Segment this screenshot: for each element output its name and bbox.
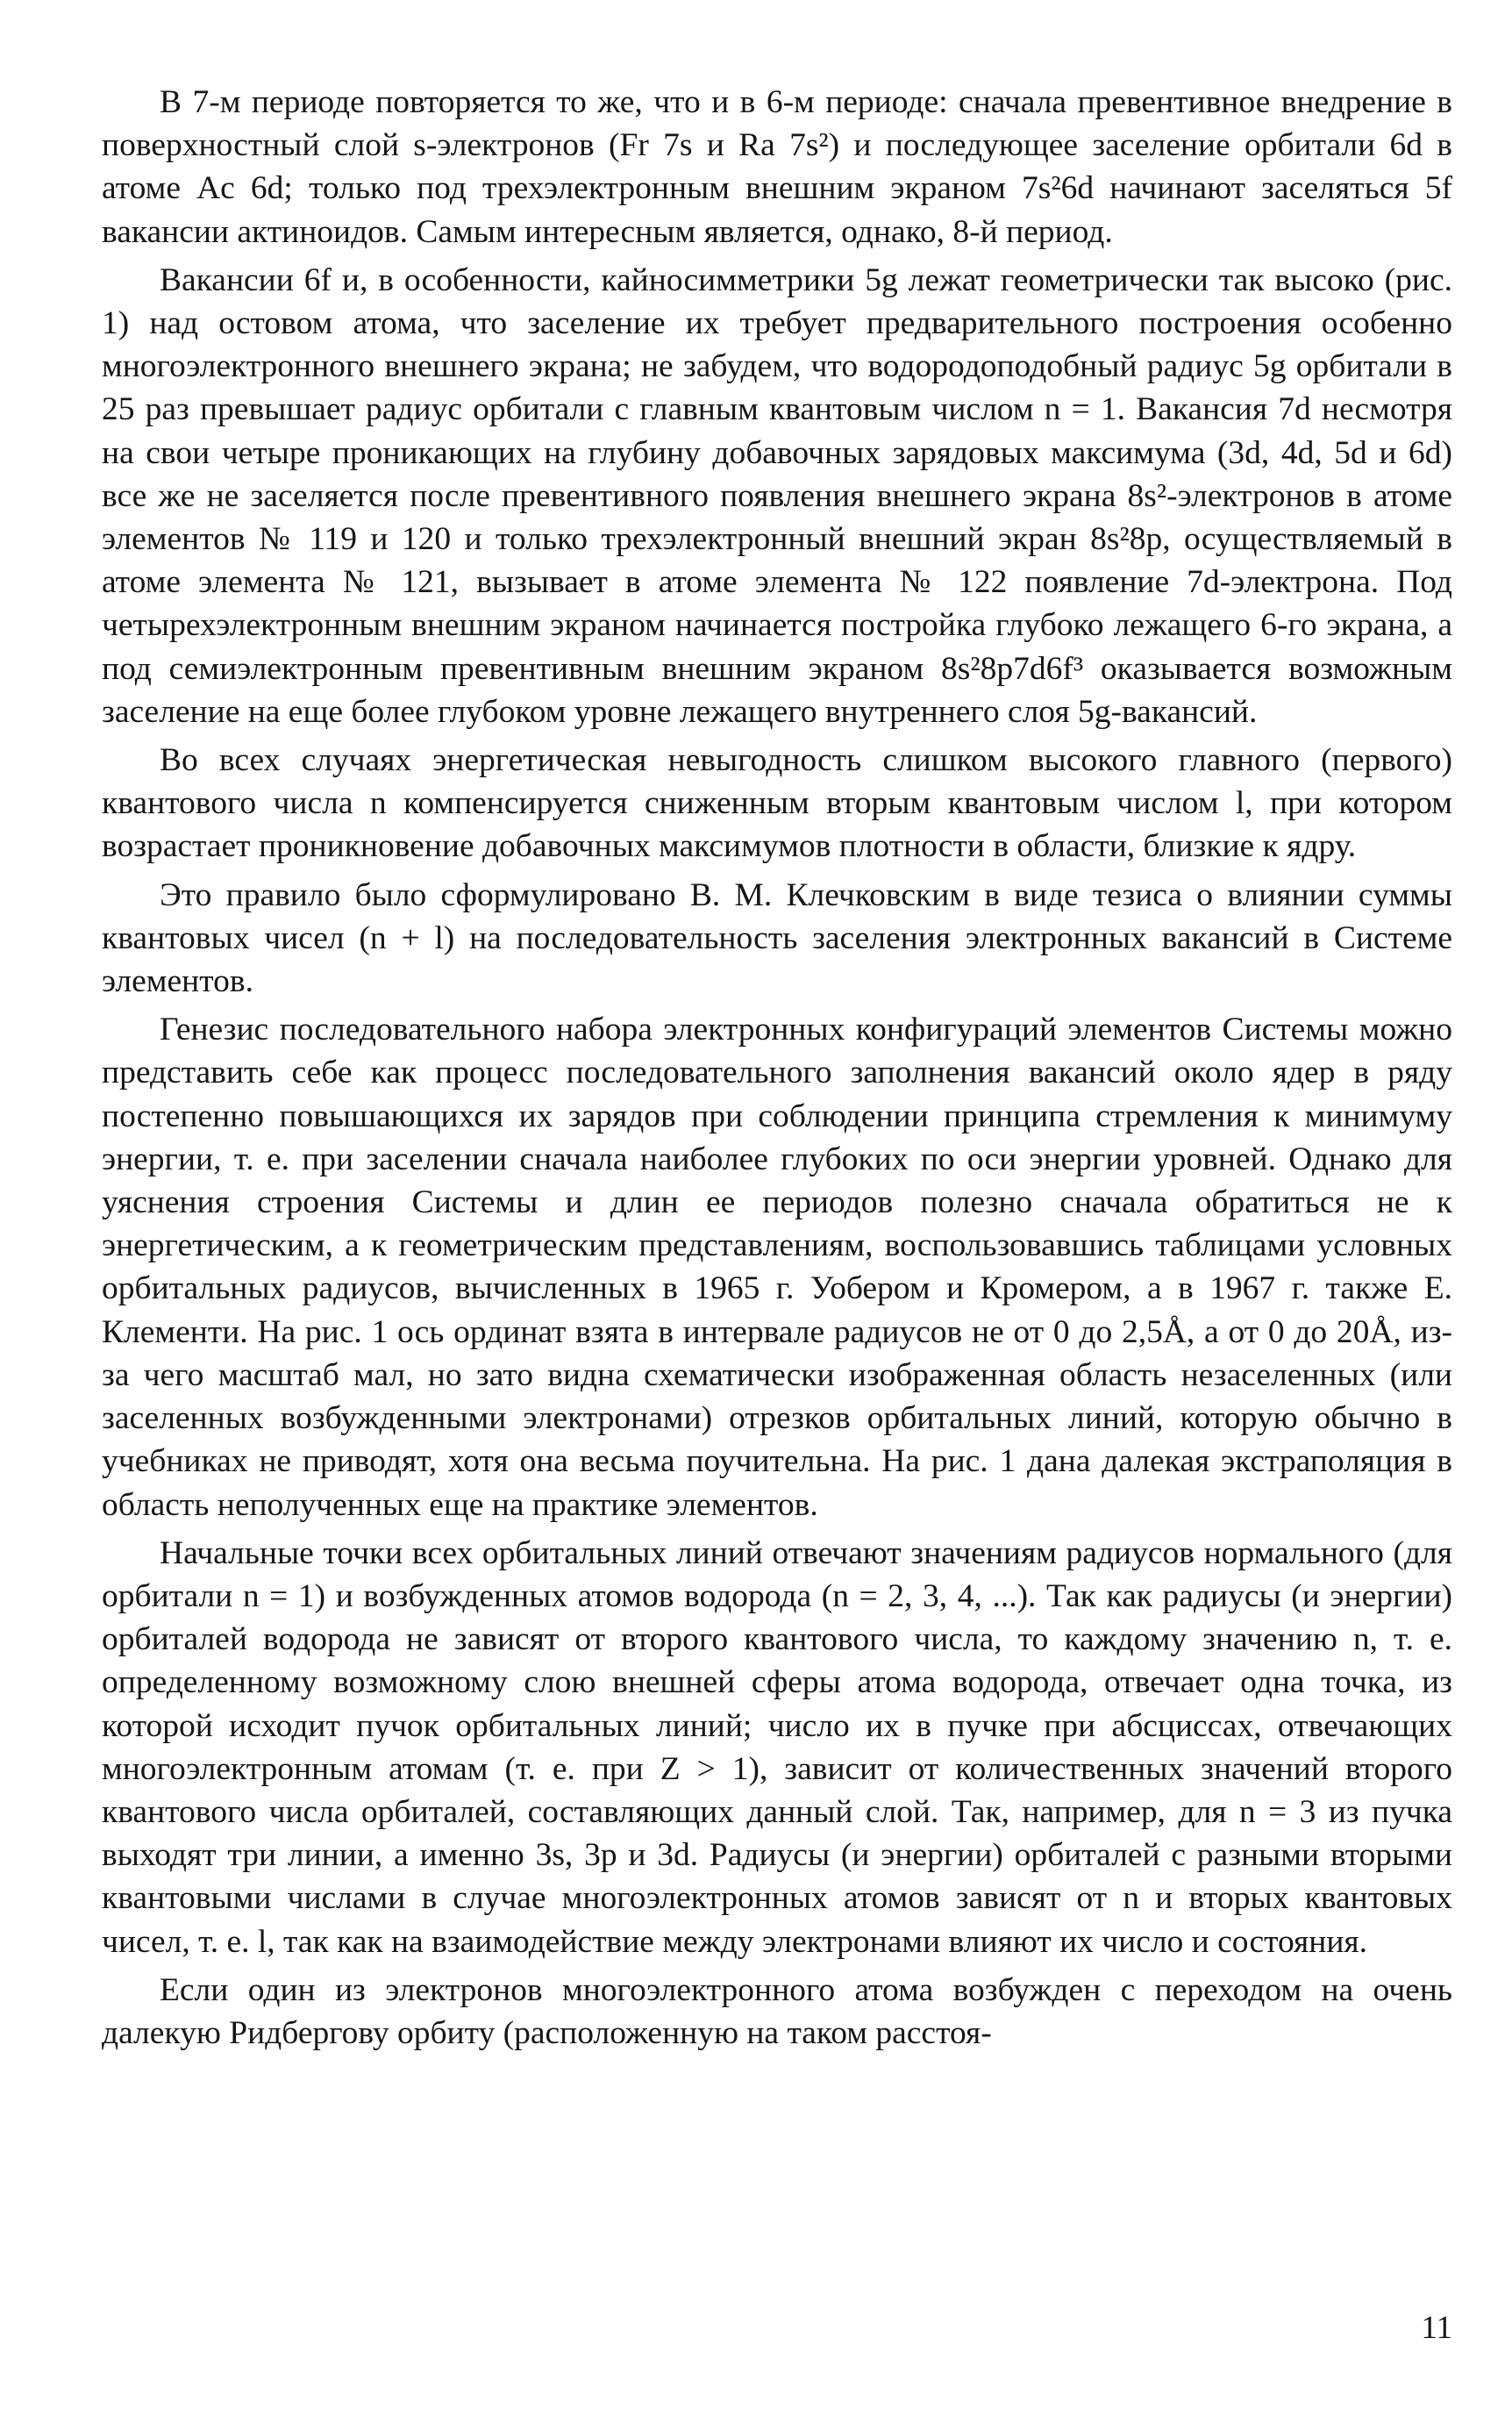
paragraph-genesis-of-configurations: Генезис последовательного набора электронных конфигураций элементов Системы можно представить себе как процесс последовательного заполнения вакансий около ядер в ряду постепенно повышающихся их зарядов при соблюдении принципа стремления к минимуму энергии, т. е. при заселении сначала наиболее глубоких по оси энергии уровней. Однако для уяснения строения Системы и длин ее периодов полезно сначала обратиться не к энергетическим, а к геометрическим представлениям, воспользовавшись таблицами условных орбитальных радиусов, вычисленных в 1965 г. Уобером и Кромером, а в 1967 г. также Е. Клементи. На рис. 1 ось ординат взята в интервале радиусов не от 0 до 2,5Å, а от 0 до 20Å, из-за чего масштаб мал, но зато видна схематически изображенная область незаселенных (или заселенных возбужденными электронами) отрезков орбитальных линий, которую обычно в учебниках не приводят, хотя она весьма поучительна. На рис. 1 дана далекая экстраполяция в область неполученных еще на практике элементов.: [102, 1012, 1452, 1523]
paragraph-orbital-line-origins: Начальные точки всех орбитальных линий отвечают значениям радиусов нормального (для орбитали n = 1) и возбужденных атомов водорода (n = 2, 3, 4, ...). Так как радиусы (и энергии) орбиталей водорода не зависят от второго квантового числа, то каждому значению n, т. е. определенному возможному слою внешней сферы атома водорода, отвечает одна точка, из которой исходит пучок орбитальных линий; число их в пучке при абсциссах, отвечающих многоэлектронным атомам (т. е. при Z > 1), зависит от количественных значений второго квантового числа орбиталей, составляющих данный слой. Так, например, для n = 3 из пучка выходят три линии, а именно 3s, 3p и 3d. Радиусы (и энергии) орбиталей с разными вторыми квантовыми числами в случае многоэлектронных атомов зависят от n и вторых квантовых чисел, т. е. l, так как на взаимодействие между электронами влияют их число и состояния.: [102, 1534, 1452, 1960]
paragraph-klechkovsky-rule: Это правило было сформулировано В. М. Клечковским в виде тезиса о влиянии суммы квантовых чисел (n + l) на последовательность заселения электронных вакансий в Системе элементов.: [102, 876, 1452, 1000]
paragraph-rydberg-orbit: Если один из электронов многоэлектронного атома возбужден с переходом на очень далекую Ридбергову орбиту (расположенную на таком расстоя-: [102, 1971, 1452, 2051]
page-body: [102, 81, 1452, 2060]
paragraph-vacancies-6f-5g: Вакансии 6f и, в особенности, кайносимметрики 5g лежат геометрически так высоко (рис. 1) над остовом атома, что заселение их требует предварительного построения особенно многоэлектронного внешнего экрана; не забудем, что водородоподобный радиус 5g орбитали в 25 раз превышает радиус орбитали с главным квантовым числом n = 1. Вакансия 7d несмотря на свои четыре проникающих на глубину добавочных зарядовых максимума (3d, 4d, 5d и 6d) все же не заселяется после превентивного появления внешнего экрана 8s²-электронов в атоме элементов № 119 и 120 и только трехэлектронный внешний экран 8s²8p, осуществляемый в атоме элемента № 121, вызывает в атоме элемента № 122 появление 7d-электрона. Под четырехэлектронным внешним экраном начинается постройка глубоко лежащего 6-го экрана, а под семиэлектронным превентивным внешним экраном 8s²8p7d6f³ оказывается возможным заселение на еще более глубоком уровне лежащего внутреннего слоя 5g-вакансий.: [102, 261, 1452, 730]
page-number: 11: [1421, 2310, 1452, 2346]
paragraph-period-7: В 7-м периоде повторяется то же, что и в 6-м периоде: сначала превентивное внедрение в поверхностный слой s-электронов (Fr 7s и Ra 7s²) и последующее заселение орбитали 6d в атоме Ac 6d; только под трехэлектронным внешним экраном 7s²6d начинают заселяться 5f вакансии актиноидов. Самым интересным является, однако, 8-й период.: [102, 84, 1452, 250]
paragraph-quantum-number-compensation: Во всех случаях энергетическая невыгодность слишком высокого главного (первого) квантового числа n компенсируется сниженным вторым квантовым числом l, при котором возрастает проникновение добавочных максимумов плотности в области, близкие к ядру.: [102, 742, 1452, 865]
